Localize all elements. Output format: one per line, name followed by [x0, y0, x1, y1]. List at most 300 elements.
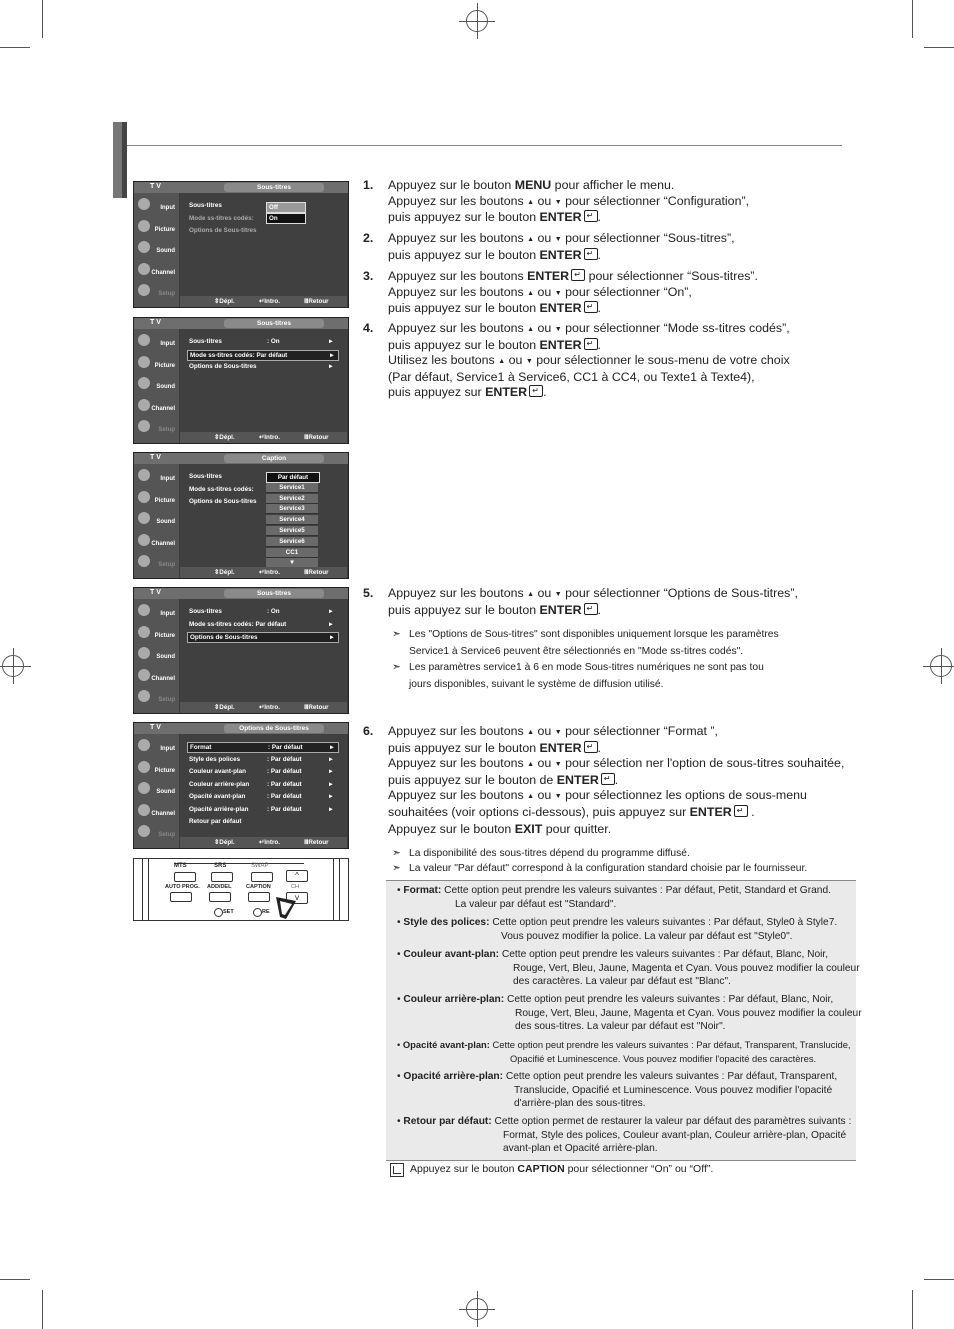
step-number: 5. [363, 586, 374, 600]
menu-row[interactable] [187, 214, 337, 223]
option-0 [397, 884, 831, 911]
sidebar-item-picture[interactable] [136, 218, 178, 238]
option-line [397, 1129, 851, 1143]
tv-sidebar [134, 329, 179, 443]
bullet: • [397, 1071, 404, 1082]
sidebar-item-label: Input [160, 341, 175, 347]
dropdown-option[interactable]: On [266, 213, 306, 224]
menu-row[interactable] [187, 607, 337, 616]
option-line [397, 1070, 837, 1084]
footer-move: ⇕Dépl. [214, 434, 235, 441]
text: pour quitter. [542, 822, 612, 836]
tv-footer [180, 567, 347, 578]
footer-move: ⇕Dépl. [214, 569, 235, 576]
picture-icon [138, 356, 150, 368]
registration-mark-right [930, 655, 952, 677]
tv-menu-panel [180, 599, 347, 702]
menu-row-key: Options de Sous-titres [189, 498, 257, 505]
dropdown-option[interactable]: Service1 [266, 483, 318, 493]
arrow-down-icon: ▼ [554, 236, 562, 243]
button-name: ENTER [539, 210, 582, 224]
text: Appuyez sur les boutons [388, 788, 528, 802]
remote-re-label: RE [262, 909, 270, 915]
option-line [397, 1115, 851, 1129]
bullet: • [397, 885, 404, 896]
menu-row[interactable] [187, 620, 337, 629]
sidebar-item-label: Setup [158, 697, 175, 703]
enter-icon: ↵ [734, 805, 748, 817]
arrow-up-icon: ▲ [527, 198, 535, 206]
footer-enter: ↵Intro. [259, 298, 281, 305]
menu-row-key: Mode ss-titres codés: [189, 485, 254, 493]
footer-back: ⅢRetour [304, 839, 329, 846]
step-line [388, 724, 844, 741]
menu-row-value: : Par défaut [267, 768, 302, 775]
text: ou [534, 284, 555, 299]
step-number: 2. [363, 231, 374, 245]
sidebar-item-sound[interactable] [136, 645, 178, 665]
option-line [397, 884, 831, 898]
arrow-down-icon: ▼ [554, 761, 562, 768]
note-arrow-icon: ➣ [392, 862, 401, 874]
sidebar-item-sound[interactable] [136, 375, 178, 395]
note-text: Les "Options de Sous-titres" sont disponibles uniquement lorsque les paramètres [409, 629, 779, 640]
sidebar-item-label: Sound [156, 248, 175, 254]
sidebar-item-label: Sound [156, 519, 175, 525]
menu-row-key: Sous-titres [189, 338, 222, 345]
option-text: Opacifié et Luminescence. Vous pouvez modifier l'opacité des caractères. [510, 1052, 817, 1064]
footer-move: ⇕Dépl. [214, 704, 235, 711]
chevron-right-icon: ► [327, 755, 334, 763]
menu-row-key: Couleur arrière-plan [189, 780, 250, 788]
footer-enter: ↵Intro. [259, 839, 281, 846]
input-icon [138, 198, 150, 210]
sidebar-item-channel[interactable] [136, 532, 178, 552]
remote-mts-button[interactable] [174, 872, 196, 882]
step-line [388, 353, 790, 370]
sidebar-item-label: Picture [154, 362, 175, 369]
note-arrow-icon: ➣ [392, 662, 401, 673]
text: pour sélectionner “Format ”, [561, 724, 719, 738]
dropdown-option[interactable]: Off [266, 202, 306, 213]
remote-set-label: SET [223, 909, 234, 915]
sidebar-item-input[interactable] [136, 196, 178, 216]
button-name: ENTER [539, 301, 582, 315]
sidebar-item-setup[interactable] [136, 823, 178, 843]
sidebar-item-label: Channel [151, 269, 175, 276]
option-text: Cette option peut prendre les valeurs suivantes : Par défaut, Transparent, [505, 1071, 838, 1082]
sidebar-item-channel[interactable] [136, 397, 178, 417]
text: . [597, 602, 601, 617]
setup-icon [138, 420, 150, 432]
text: Appuyez sur les boutons [388, 321, 528, 335]
sidebar-item-sound[interactable] [136, 510, 178, 530]
step-line [388, 231, 735, 248]
arrow-up-icon: ▲ [527, 729, 535, 736]
sidebar-item-input[interactable] [136, 737, 178, 757]
menu-row[interactable] [187, 226, 337, 235]
tv-sidebar [134, 464, 179, 578]
menu-row[interactable] [187, 817, 337, 826]
text: pour sélectionner “Options de Sous-titres”, [561, 586, 798, 600]
chevron-right-icon: ► [328, 351, 335, 359]
option-text: des caractères. La valeur par défaut est "Blanc". [513, 976, 731, 987]
tv-label: T V [150, 589, 161, 596]
text: Appuyez sur les boutons [388, 193, 528, 208]
sidebar-item-channel[interactable] [136, 802, 178, 822]
menu-row[interactable] [187, 780, 337, 789]
option-3 [397, 993, 862, 1034]
step-line [388, 586, 798, 603]
chevron-right-icon: ► [327, 620, 334, 628]
option-title: Retour par défaut: [403, 1116, 495, 1127]
tv-label: T V [150, 183, 161, 190]
remote-swap-label: SWAP [251, 863, 269, 869]
sound-icon [138, 512, 150, 524]
sidebar-item-picture[interactable] [136, 489, 178, 509]
text: Appuyez sur le bouton [388, 822, 515, 836]
sidebar-item-label: Setup [158, 291, 175, 297]
tv-screen-4 [133, 587, 349, 714]
option-line [397, 975, 860, 989]
input-icon [138, 604, 150, 616]
header-rule [127, 145, 842, 146]
text: souhaitées (voir options ci-dessous), puis appuyez sur [388, 804, 690, 819]
chevron-right-icon: ► [327, 338, 334, 345]
tv-label: T V [150, 724, 161, 731]
remote-swap-button[interactable] [251, 872, 273, 882]
picture-icon [138, 626, 150, 638]
dropdown-option[interactable]: Par défaut [266, 472, 320, 483]
sidebar-item-label: Channel [151, 405, 175, 412]
menu-row[interactable] [187, 337, 337, 346]
option-5 [397, 1070, 837, 1111]
footer-enter: ↵Intro. [259, 569, 281, 576]
sidebar-item-setup[interactable] [136, 282, 178, 302]
remote-set-button[interactable] [214, 908, 223, 917]
menu-row-key: Options de Sous-titres [189, 363, 257, 370]
sidebar-item-input[interactable] [136, 332, 178, 352]
menu-row[interactable] [187, 792, 337, 801]
menu-row-key: Opacité avant-plan [189, 793, 246, 800]
remote-srs-label: SRS [214, 863, 227, 869]
registration-mark-bottom [466, 1298, 488, 1320]
channel-icon [138, 804, 150, 816]
menu-row[interactable] [187, 755, 337, 764]
button-name: ENTER [689, 804, 732, 819]
text: . [597, 337, 601, 352]
tv-sidebar [134, 599, 179, 713]
arrow-up-icon: ▲ [527, 326, 535, 333]
arrow-down-icon: ▼ [554, 793, 562, 800]
text: Appuyez sur le bouton [410, 1163, 518, 1175]
sidebar-item-label: Sound [156, 384, 175, 390]
step-line [388, 269, 758, 285]
option-6 [397, 1115, 851, 1156]
text: puis appuyez sur le bouton [388, 301, 540, 315]
option-line [397, 1084, 837, 1098]
step-line [388, 741, 844, 757]
footer-move: ⇕Dépl. [214, 298, 235, 305]
sidebar-item-label: Setup [158, 562, 175, 568]
text: ou [534, 321, 555, 335]
sidebar-item-channel[interactable] [136, 261, 178, 281]
text: puis appuyez sur le bouton de [388, 772, 557, 787]
sidebar-item-label: Picture [154, 226, 175, 233]
menu-row-key: Options de Sous-titres [189, 227, 257, 234]
tv-top-bar [134, 182, 348, 193]
menu-row-value: : Par défaut [267, 755, 302, 763]
step-line [388, 603, 798, 619]
ch-down-icon[interactable]: v [286, 892, 308, 904]
tv-menu-title: Sous-titres [224, 319, 324, 328]
remote-autoprog-button[interactable] [170, 892, 192, 902]
text: pour sélectionner “Sous-titres”, [561, 231, 735, 245]
step-number: 3. [363, 269, 374, 283]
registration-mark-left [2, 655, 24, 677]
option-line [397, 1142, 851, 1156]
text: puis appuyez sur le bouton [388, 602, 540, 617]
chevron-right-icon: ► [328, 634, 335, 641]
arrow-up-icon: ▲ [527, 236, 535, 243]
option-line [397, 948, 860, 962]
input-icon [138, 469, 150, 481]
menu-row[interactable] [187, 767, 337, 776]
sidebar-item-label: Setup [158, 427, 175, 433]
option-4 [397, 1038, 851, 1065]
menu-row-key: Options de Sous-titres [190, 634, 258, 641]
chevron-right-icon: ► [328, 744, 335, 751]
button-name: ENTER [539, 740, 582, 755]
option-text: Rouge, Vert, Bleu, Jaune, Magenta et Cyan. Vous pouvez modifier la couleur [515, 1007, 862, 1019]
menu-row[interactable] [187, 350, 339, 361]
option-text: Cette option peut prendre les valeurs suivantes : Par défaut, Style0 à Style7. [492, 917, 838, 928]
footer-back: ⅢRetour [304, 434, 329, 441]
tv-top-bar [134, 588, 348, 599]
remote-re-button[interactable] [253, 908, 262, 917]
channel-icon [138, 669, 150, 681]
option-line [397, 1007, 862, 1021]
sound-icon [138, 377, 150, 389]
bullet: • [397, 917, 404, 928]
sidebar-item-label: Input [160, 746, 175, 752]
step-line [388, 385, 790, 401]
dropdown-option[interactable]: Service5 [266, 526, 318, 536]
step-text [388, 178, 749, 226]
arrow-up-icon: ▲ [498, 358, 506, 365]
arrow-up-icon: ▲ [527, 793, 535, 800]
footer-back: ⅢRetour [304, 569, 329, 576]
option-text: Cette option peut prendre les valeurs suivantes : Par défaut, Blanc, Noir, [501, 949, 829, 960]
setup-icon [138, 284, 150, 296]
sidebar-item-picture[interactable] [136, 759, 178, 779]
menu-row-key: Mode ss-titres codés: [189, 214, 254, 222]
tv-screen-2 [133, 317, 349, 444]
sidebar-item-label: Channel [151, 675, 175, 682]
text: . [614, 772, 619, 787]
sidebar-item-channel[interactable] [136, 667, 178, 687]
enter-icon: ↵ [584, 248, 598, 260]
chevron-right-icon: ► [327, 780, 334, 788]
text: . [543, 385, 547, 399]
step-line [388, 285, 758, 302]
menu-row-value: : On [267, 608, 280, 615]
option-title: Opacité arrière-plan: [403, 1071, 506, 1082]
text: pour sélectionnez les options de sous-menu [561, 788, 807, 802]
tv-sidebar [134, 193, 179, 307]
step-line [388, 788, 844, 805]
menu-row-key: Couleur avant-plan [189, 768, 247, 775]
remote-caption-label: CAPTION [246, 884, 271, 890]
text: pour sélectionner “On”, [561, 284, 692, 299]
sidebar-item-label: Input [160, 476, 175, 482]
button-name: ENTER [485, 385, 528, 399]
option-line [397, 993, 862, 1007]
remote-srs-button[interactable] [211, 872, 233, 882]
sidebar-item-input[interactable] [136, 467, 178, 487]
enter-icon: ↵ [584, 301, 598, 313]
arrow-down-icon: ▼ [525, 358, 533, 365]
tv-label: T V [150, 454, 161, 461]
step-text [388, 269, 758, 317]
menu-row-key: Sous-titres [189, 202, 222, 209]
dropdown-option[interactable]: Service3 [266, 504, 318, 514]
button-name: ENTER [539, 602, 582, 617]
tv-footer [180, 702, 347, 713]
enter-icon: ↵ [571, 269, 585, 281]
sidebar-item-picture[interactable] [136, 354, 178, 374]
sidebar-item-label: Sound [156, 789, 175, 795]
arrow-down-icon: ▼ [554, 729, 562, 736]
text: Appuyez sur les boutons [388, 284, 528, 299]
text: . [597, 301, 601, 315]
tv-screen-5 [133, 722, 349, 849]
option-text: Cette option peut prendre les valeurs suivantes : Par défaut, Blanc, Noir, [507, 994, 834, 1005]
option-title: Couleur arrière-plan: [403, 994, 508, 1005]
step-line [388, 194, 749, 211]
text: pour sélectionner “Configuration”, [561, 193, 750, 208]
bullet: • [397, 1116, 404, 1127]
picture-icon [138, 491, 150, 503]
menu-row[interactable] [187, 805, 337, 814]
text: Appuyez sur les boutons [388, 724, 528, 738]
text: pour sélection ner l'option de sous-titres souhaitée, [561, 756, 845, 770]
menu-row-key: Opacité arrière-plan [189, 805, 249, 813]
step-line [388, 248, 735, 264]
sidebar-item-sound[interactable] [136, 239, 178, 259]
step-line [388, 321, 790, 338]
enter-icon: ↵ [584, 603, 598, 615]
remote-caption-button[interactable] [248, 892, 270, 902]
menu-row[interactable] [187, 632, 339, 643]
dropdown-option[interactable]: Service4 [266, 515, 318, 525]
text: (Par défaut, Service1 à Service6, CC1 à CC4, ou Texte1 à Texte4), [388, 369, 755, 384]
text: ou [534, 193, 555, 208]
caption-note [410, 1163, 713, 1175]
sidebar-item-picture[interactable] [136, 624, 178, 644]
input-icon [138, 334, 150, 346]
step-line [388, 370, 790, 386]
tv-top-bar [134, 723, 348, 734]
tv-screen-1 [133, 181, 349, 308]
remote-adddel-button[interactable] [209, 892, 231, 902]
tv-menu-title: Caption [224, 454, 324, 463]
tv-menu-panel [180, 193, 347, 296]
dropdown-option[interactable]: CC1 [266, 548, 318, 558]
sidebar-item-label: Picture [154, 767, 175, 774]
text: . [747, 804, 755, 819]
tv-menu-panel [180, 734, 347, 837]
chevron-right-icon: ► [327, 793, 334, 800]
note-arrow-icon: ➣ [392, 848, 401, 859]
option-text: Rouge, Vert, Bleu, Jaune, Magenta et Cyan. Vous pouvez modifier la couleur [513, 962, 860, 974]
tv-menu-title: Options de Sous-titres [224, 724, 324, 733]
sound-icon [138, 241, 150, 253]
sound-icon [138, 647, 150, 659]
option-title: Style des polices: [403, 917, 493, 928]
step-line [388, 210, 749, 226]
arrow-up-icon: ▲ [527, 289, 535, 297]
tv-footer [180, 837, 347, 848]
note-text: Les paramètres service1 à 6 en mode Sous-titres numériques ne sont pas tou [409, 662, 764, 673]
dropdown-option[interactable]: Service6 [266, 537, 318, 547]
input-icon [138, 739, 150, 751]
menu-row-value: : Par défaut [268, 744, 303, 751]
remote-autoprog-label: AUTO PROG. [165, 884, 200, 890]
text: ou [534, 231, 555, 245]
text: Appuyez sur les boutons [388, 231, 528, 245]
remote-control [133, 858, 349, 921]
sidebar-item-input[interactable] [136, 602, 178, 622]
menu-row[interactable] [187, 362, 337, 371]
enter-icon: ↵ [584, 741, 598, 753]
menu-row[interactable] [187, 742, 339, 753]
menu-row[interactable] [187, 201, 337, 210]
step-text [388, 586, 798, 618]
text: puis appuyez sur le bouton [388, 247, 540, 262]
text: puis appuyez sur [388, 385, 486, 399]
option-line [397, 930, 837, 944]
sound-icon [138, 782, 150, 794]
step-number: 6. [363, 724, 374, 738]
step-line [388, 756, 844, 773]
option-line [397, 898, 831, 912]
option-line [397, 962, 860, 976]
text: pour sélectionner “On” ou “Off”. [564, 1163, 714, 1175]
step-line [388, 805, 844, 821]
tv-footer [180, 296, 347, 307]
tv-menu-title: Sous-titres [224, 589, 324, 598]
dropdown-option[interactable]: ▼ [266, 558, 318, 568]
step-line [388, 338, 790, 354]
pointing-hand-icon [272, 895, 302, 921]
text: ou [505, 353, 526, 367]
dropdown-option[interactable]: Service2 [266, 494, 318, 504]
enter-icon: ↵ [529, 385, 543, 397]
option-title: Opacité avant-plan: [402, 1039, 493, 1050]
sidebar-item-setup[interactable] [136, 688, 178, 708]
tv-label: T V [150, 319, 161, 326]
sidebar-item-setup[interactable] [136, 553, 178, 573]
step-number: 4. [363, 321, 374, 335]
sidebar-item-setup[interactable] [136, 418, 178, 438]
ch-up-icon[interactable]: ^ [286, 870, 308, 882]
footer-back: ⅢRetour [304, 298, 329, 305]
text: puis appuyez sur le bouton [388, 740, 540, 755]
menu-row-key: Mode ss-titres codés: Par défaut [189, 620, 287, 628]
sidebar-item-sound[interactable] [136, 780, 178, 800]
text: ou [534, 724, 555, 738]
